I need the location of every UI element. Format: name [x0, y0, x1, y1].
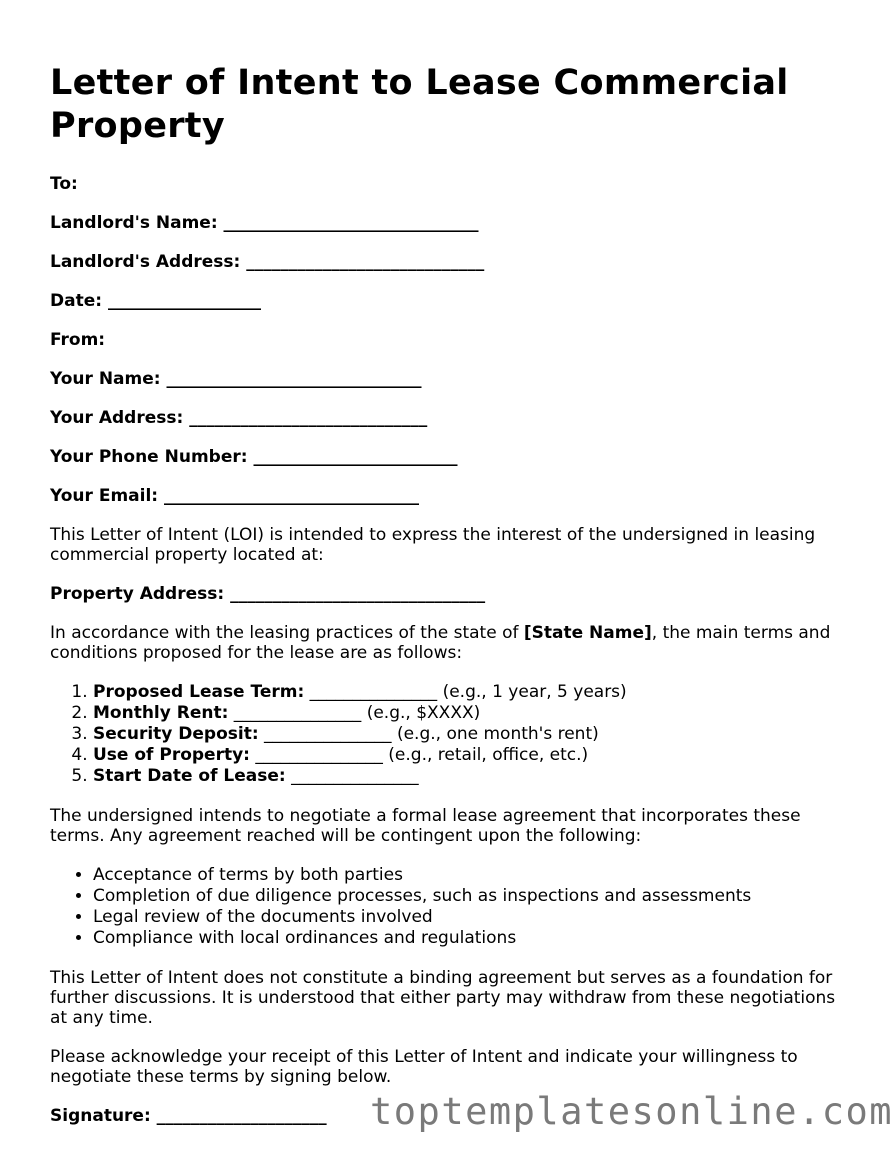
term-rest: _______________: [285, 766, 419, 786]
intro-paragraph: This Letter of Intent (LOI) is intended to express the interest of the undersigned in leasing commercial property located at:: [50, 525, 816, 565]
condition-item: • Compliance with local ordinances and regulations: [93, 928, 850, 949]
accordance-before: In accordance with the leasing practices of the state of: [50, 623, 524, 643]
negotiate-paragraph: The undersigned intends to negotiate a formal lease agreement that incorporates these terms. Any agreement reached will be contingent upon the following:: [50, 806, 801, 846]
to-label: To:: [50, 174, 78, 194]
term-label: Security Deposit:: [93, 724, 259, 744]
signature-field: Signature: ____________________: [50, 1106, 327, 1126]
from-label: From:: [50, 330, 106, 350]
term-item: [93, 703, 850, 724]
term-label: Use of Property:: [93, 745, 250, 765]
term-label: Proposed Lease Term:: [93, 682, 305, 702]
term-item: [93, 766, 850, 787]
your-phone-field: Your Phone Number: ________________________: [50, 447, 458, 467]
term-label: Monthly Rent:: [93, 703, 229, 723]
accordance-paragraph: [50, 623, 840, 663]
condition-item: • Legal review of the documents involved: [93, 907, 850, 928]
your-email-field: Your Email: ______________________________: [50, 486, 420, 506]
acknowledge-paragraph: Please acknowledge your receipt of this Letter of Intent and indicate your willingness to negotiate these terms by signing below.: [50, 1047, 798, 1087]
your-name-field: Your Name: ______________________________: [50, 369, 422, 389]
term-rest: _______________ (e.g., $XXXX): [228, 703, 481, 723]
term-rest: _______________ (e.g., 1 year, 5 years): [304, 682, 627, 702]
term-label: Start Date of Lease:: [93, 766, 286, 786]
landlord-address-field: Landlord's Address: ____________________________: [50, 252, 485, 272]
term-rest: _______________ (e.g., retail, office, etc.): [249, 745, 589, 765]
conditions-list: [50, 865, 850, 949]
term-rest: _______________ (e.g., one month's rent): [258, 724, 599, 744]
accordance-after: , the main terms and conditions proposed for the lease are as follows:: [50, 623, 831, 663]
state-name: [State Name]: [523, 623, 652, 643]
property-address-field: Property Address: ______________________________: [50, 584, 486, 604]
landlord-name-field: Landlord's Name: ______________________________: [50, 213, 479, 233]
condition-item: • Acceptance of terms by both parties: [93, 865, 850, 886]
document-page: [50, 62, 850, 1145]
term-item: [93, 724, 850, 745]
date-field: Date: __________________: [50, 291, 261, 311]
nonbinding-paragraph: This Letter of Intent does not constitute a binding agreement but serves as a foundation for further discussions. It is understood that either party may withdraw from these negotiations at any time.: [50, 968, 836, 1028]
watermark: toptemplatesonline.com: [370, 1090, 893, 1133]
term-item: [93, 682, 850, 703]
term-item: [93, 745, 850, 766]
document-title: Letter of Intent to Lease Commercial Property: [50, 63, 789, 146]
terms-list: [50, 682, 850, 787]
your-address-field: Your Address: ____________________________: [50, 408, 428, 428]
condition-item: • Completion of due diligence processes, such as inspections and assessments: [93, 886, 850, 907]
